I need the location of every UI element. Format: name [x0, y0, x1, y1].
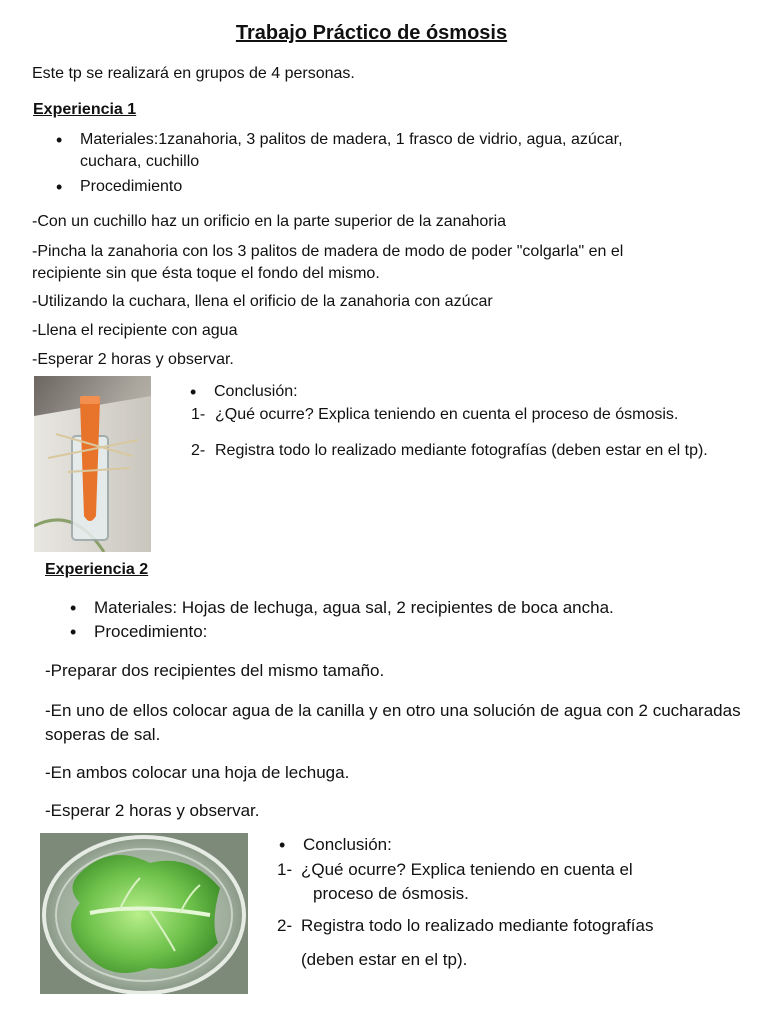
item-line-1: ¿Qué ocurre? Explica teniendo en cuenta el	[301, 860, 633, 879]
exp1-conclusion-bullet	[186, 381, 298, 403]
item-text: ¿Qué ocurre? Explica teniendo en cuenta el proceso de ósmosis.	[215, 406, 679, 423]
exp1-heading: Experiencia 1	[33, 101, 137, 118]
carrot-photo	[34, 376, 151, 552]
item-line-2: proceso de ósmosis.	[313, 884, 469, 903]
exp2-step-1: -Preparar dos recipientes del mismo tamaño.	[45, 661, 385, 680]
exp1-step-1: -Con un cuchillo haz un orificio en la parte superior de la zanahoria	[32, 213, 507, 230]
intro-text: Este tp se realizará en grupos de 4 personas.	[32, 65, 355, 82]
exp2-conclusion-bullet	[275, 833, 392, 857]
exp2-conclusion-item-1	[277, 858, 717, 906]
exp1-conclusion-item-2	[191, 440, 751, 462]
exp2-step-2: -En uno de ellos colocar agua de la canilla y en otro una solución de agua con 2 cucharadas soperas de sal.	[45, 701, 741, 744]
item-number: 2-	[277, 916, 293, 935]
exp2-step-3: -En ambos colocar una hoja de lechuga.	[45, 763, 350, 782]
exp2-procedure: • Procedimiento:	[66, 620, 706, 644]
exp2-materials: • Materiales: Hojas de lechuga, agua sal, 2 recipientes de boca ancha.	[66, 596, 706, 620]
item-number: 2-	[191, 442, 206, 459]
exp2-heading: Experiencia 2	[45, 561, 149, 578]
exp1-step-3: -Utilizando la cuchara, llena el orificio de la zanahoria con azúcar	[32, 293, 493, 310]
exp1-conclusion-list	[191, 404, 751, 462]
exp1-conclusion-item-1	[191, 404, 751, 426]
exp2-conclusion-label: • Conclusión:	[275, 833, 392, 857]
exp2-step-4: -Esperar 2 horas y observar.	[45, 801, 260, 820]
exp1-step-5: -Esperar 2 horas y observar.	[32, 351, 234, 368]
exp1-materials: • Materiales:1zanahoria, 3 palitos de madera, 1 frasco de vidrio, agua, azúcar, cuchara, cuchillo	[52, 129, 672, 173]
item-text: Registra todo lo realizado mediante fotografías (deben estar en el tp).	[215, 442, 708, 459]
exp2-conclusion-list	[277, 858, 717, 972]
exp1-step-2: -Pincha la zanahoria con los 3 palitos de madera de modo de poder "colgarla" en el recipiente sin que ésta toque el fondo del mismo.	[32, 243, 624, 282]
exp2-conclusion-item-2	[277, 914, 717, 972]
lettuce-photo	[40, 833, 248, 994]
page-title: Trabajo Práctico de ósmosis	[235, 22, 508, 44]
exp1-bullets	[52, 129, 672, 198]
item-line-2: (deben estar en el tp).	[301, 950, 468, 969]
exp1-procedure: • Procedimiento	[52, 176, 672, 198]
exp1-step-4: -Llena el recipiente con agua	[32, 322, 238, 339]
exp1-conclusion-label: • Conclusión:	[186, 381, 298, 403]
item-line-1: Registra todo lo realizado mediante fotografías	[301, 916, 654, 935]
exp2-bullets	[66, 596, 706, 644]
item-number: 1-	[191, 406, 206, 423]
item-number: 1-	[277, 860, 293, 879]
